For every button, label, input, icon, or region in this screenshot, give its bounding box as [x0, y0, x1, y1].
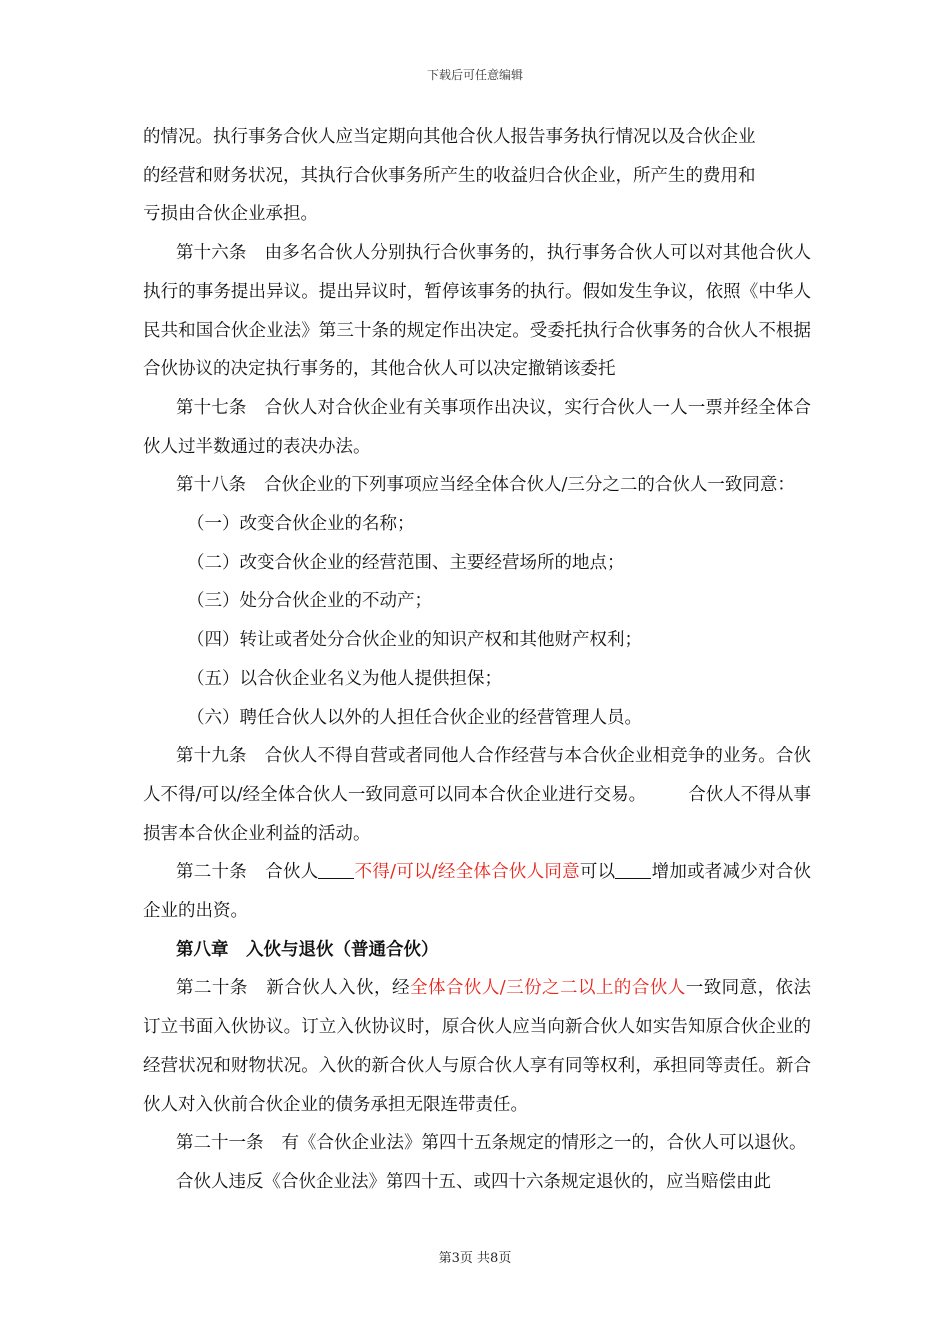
article-19: [143, 737, 811, 853]
article-17-label: 第十七条: [176, 397, 247, 418]
article-19-text-2: 合伙人不得从事损害本合伙企业利益的活动。: [143, 784, 811, 844]
blank-underline-1: [318, 862, 354, 879]
article-20b-highlight: 全体合伙人/三份之二以上的合伙人: [409, 978, 686, 999]
art15-tail-line-2: 的经营和财务状况，其执行合伙事务所产生的收益归合伙企业，所产生的费用和: [143, 165, 756, 186]
article-20b-pre: 新合伙人入伙，经: [265, 978, 410, 999]
article-18-text: 合伙企业的下列事项应当经全体合伙人/三分之二的合伙人一致同意：: [264, 475, 795, 496]
art15-tail-line-3: 亏损由合伙企业承担。: [143, 204, 318, 225]
article-18-item-6: （六）聘任合伙人以外的人担任合伙企业的经营管理人员。: [187, 707, 642, 728]
article-21: [143, 1124, 811, 1163]
article-16: [143, 234, 811, 389]
blank-underline-2: [615, 862, 651, 879]
document-body: [143, 118, 811, 1202]
article-18-item-3: （三）处分合伙企业的不动产；: [187, 591, 432, 612]
article-18-item-4: （四）转让或者处分合伙企业的知识产权和其他财产权利；: [187, 630, 642, 651]
article-20a-highlight: 不得/可以/经全体合伙人同意: [354, 862, 580, 883]
page-header: 下载后可任意编辑: [426, 68, 523, 82]
article-20b-label: 第二十条: [176, 978, 248, 999]
article-16-text: 由多名合伙人分别执行合伙事务的，执行事务合伙人可以对其他合伙人执行的事务提出异议。提出异议时，暂停该事务的执行。假如发生争议，依照《中华人民共和国合伙企业法》第三十条的规定作出决定。受委托执行合伙事务的合伙人不根据合伙协议的决定执行事务的，其他合伙人可以决定撤销该委托: [143, 243, 811, 380]
article-20a-pre: 合伙人: [264, 862, 319, 883]
article-20a-post: 增加或者减少对合伙企业的出资。: [143, 862, 812, 922]
article-18-item-2: （二）改变合伙企业的经营范围、主要经营场所的地点；: [187, 552, 625, 573]
article-20b-post: 一致同意，依法订立书面入伙协议。订立入伙协议时，原合伙人应当向新合伙人如实告知原合伙企业的经营状况和财物状况。入伙的新合伙人与原合伙人享有同等权利，承担同等责任。新合伙人对入伙前合伙企业的债务承担无限连带责任。: [143, 978, 812, 1115]
chapter-8-heading: 第八章 入伙与退伙（普通合伙）: [176, 939, 439, 960]
article-20b: [143, 969, 811, 1124]
article-21-label: 第二十一条: [176, 1133, 264, 1154]
article-20a: [143, 853, 811, 930]
article-21-paragraph-2: 合伙人违反《合伙企业法》第四十五、或四十六条规定退伙的，应当赔偿由此: [176, 1171, 771, 1192]
article-16-label: 第十六条: [176, 243, 247, 264]
article-19-text: 合伙人不得自营或者同他人合作经营与本合伙企业相竞争的业务。合伙人不得/可以/经全体合伙人一致同意可以同本合伙企业进行交易。: [143, 746, 811, 805]
article-18-item-5: （五）以合伙企业名义为他人提供担保；: [187, 668, 502, 689]
article-18: [143, 466, 811, 505]
article-20a-mid: 可以: [579, 862, 616, 883]
article-19-label: 第十九条: [176, 746, 247, 767]
article-21-text: 有《合伙企业法》第四十五条规定的情形之一的，合伙人可以退伙。: [281, 1133, 807, 1154]
article-17: [143, 389, 811, 466]
article-20a-label: 第二十条: [176, 862, 247, 883]
article-18-item-1: （一）改变合伙企业的名称；: [187, 514, 415, 535]
article-17-text: 合伙人对合伙企业有关事项作出决议，实行合伙人一人一票并经全体合伙人过半数通过的表决办法。: [143, 397, 811, 457]
article-18-label: 第十八条: [176, 475, 246, 496]
art15-tail-line-1: 的情况。执行事务合伙人应当定期向其他合伙人报告事务执行情况以及合伙企业: [143, 127, 756, 147]
page-footer: 第3页 共8页: [438, 1251, 512, 1266]
